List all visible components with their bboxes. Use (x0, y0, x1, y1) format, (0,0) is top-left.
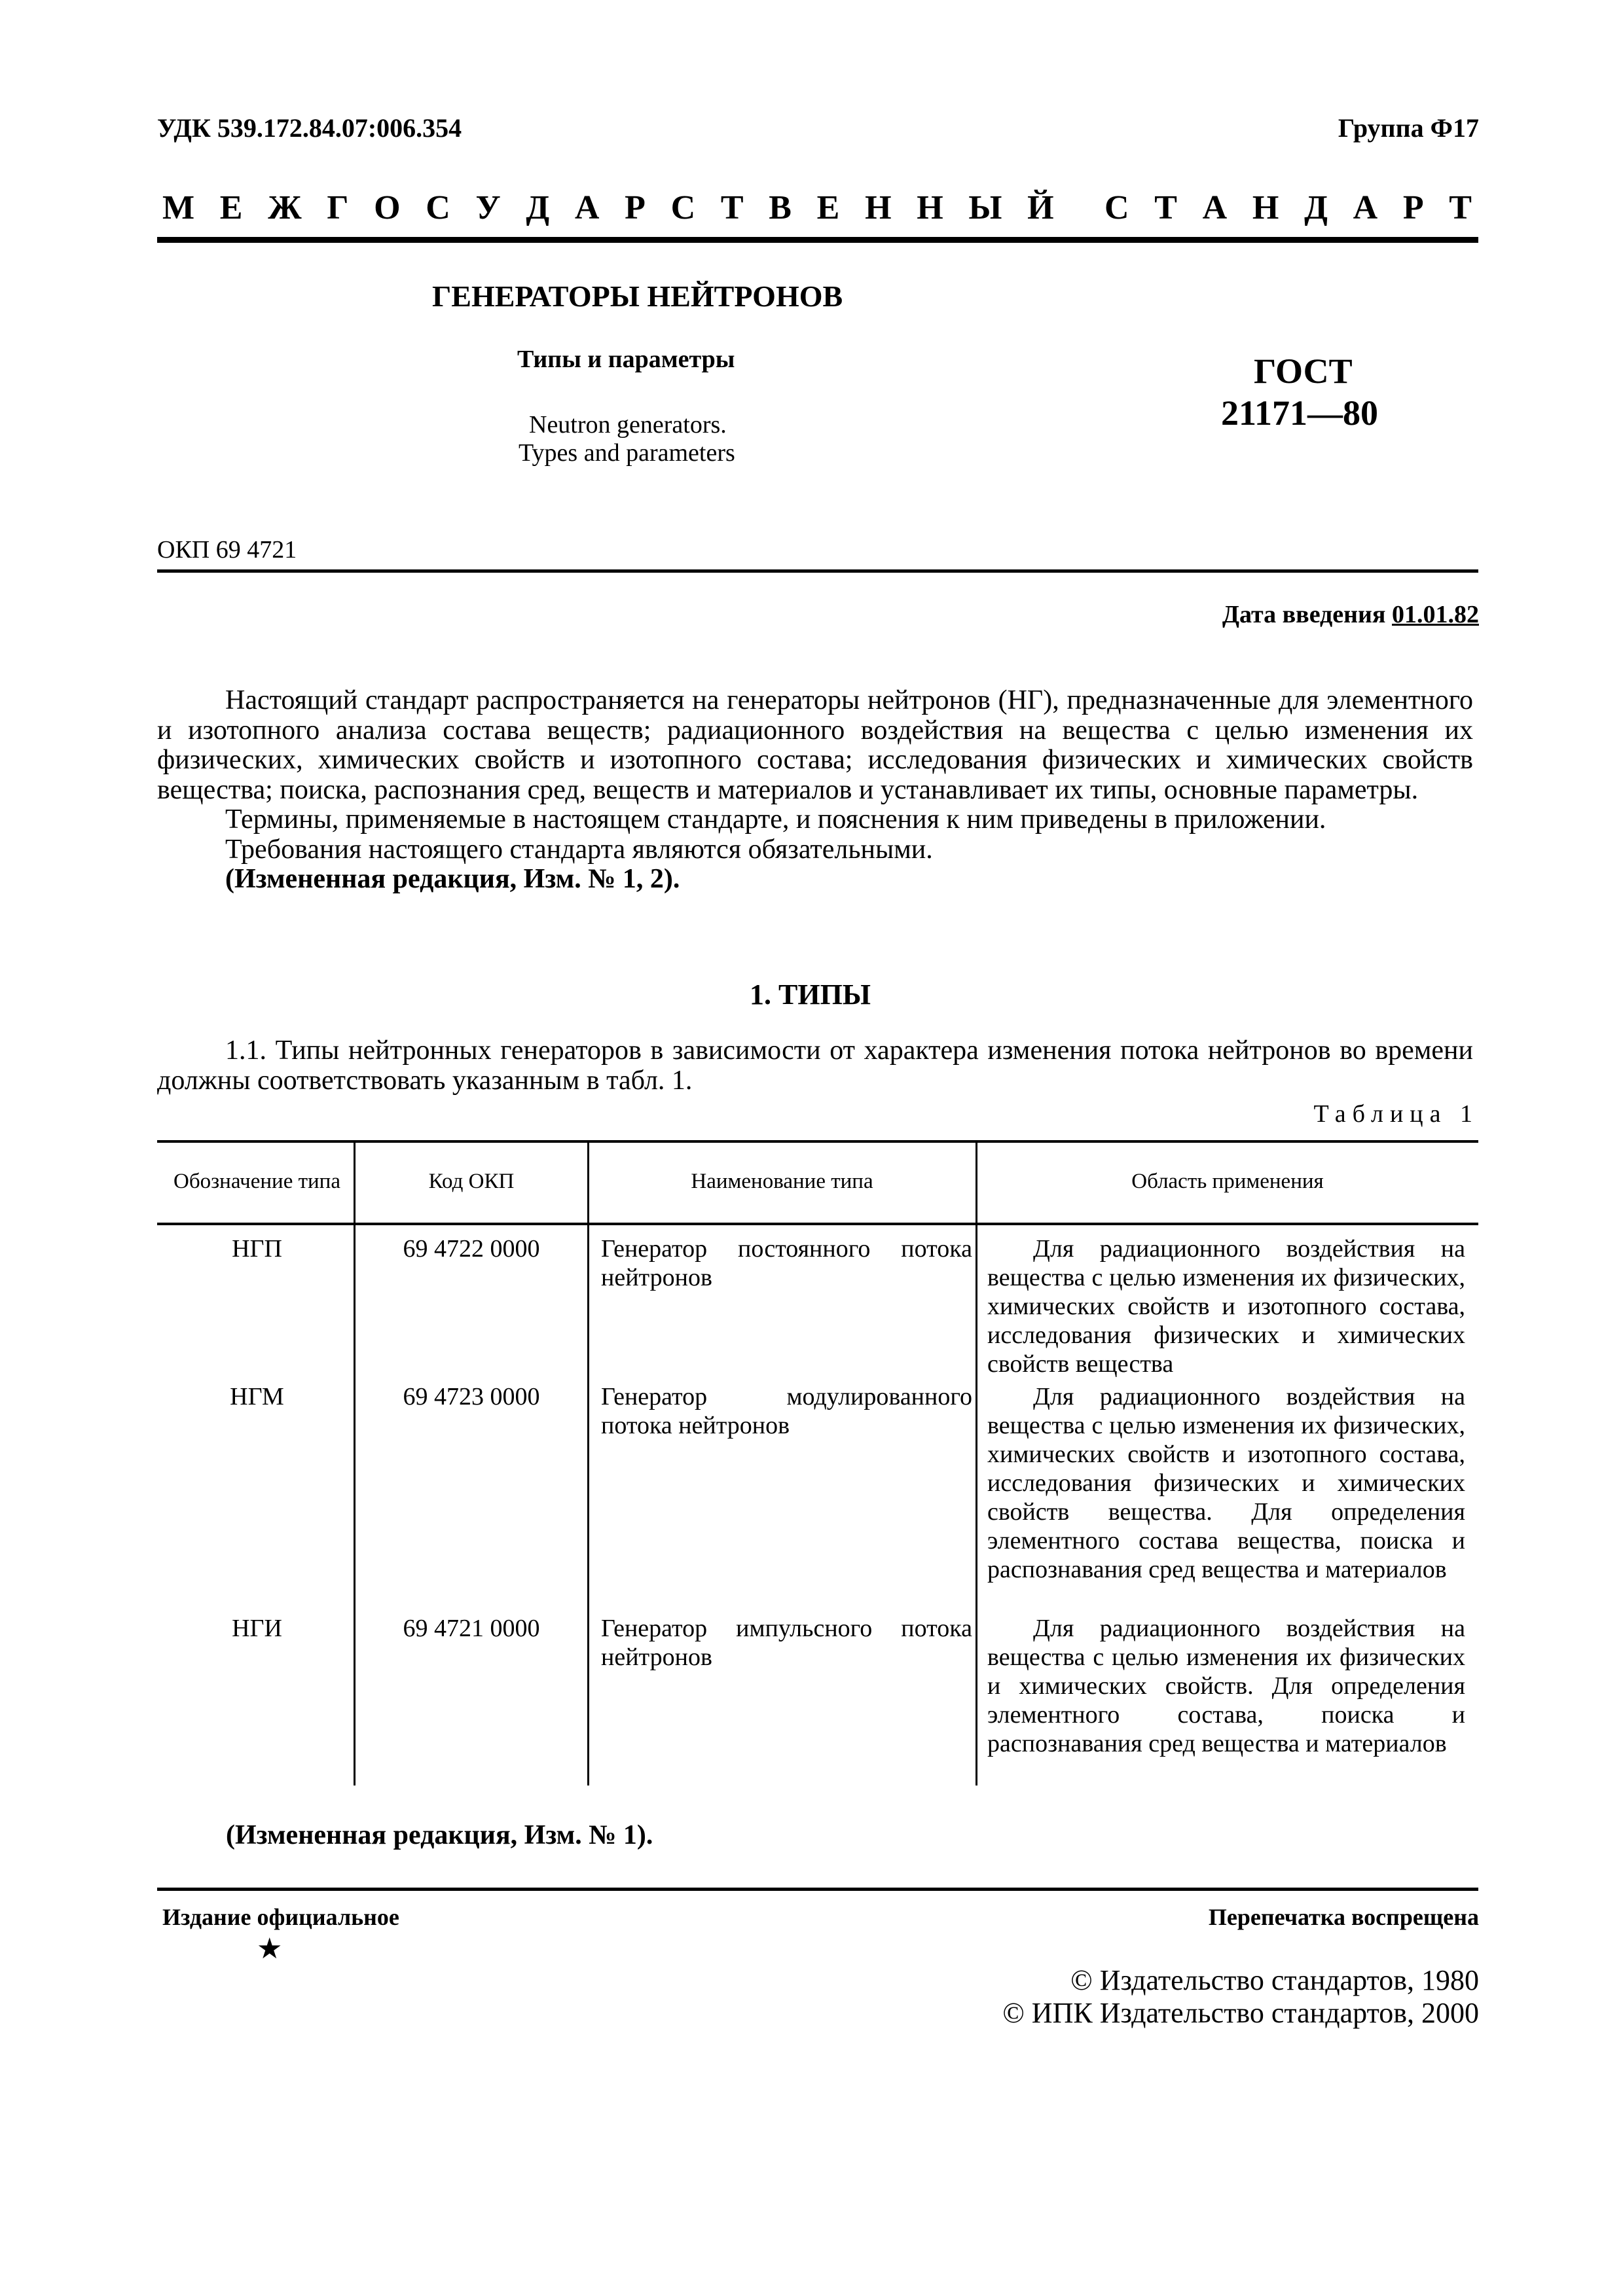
banner-letter: У (475, 189, 501, 226)
preamble-paragraph: Требования настоящего стандарта являются обязательными. (225, 834, 933, 865)
table-cell-application (987, 1382, 1465, 1584)
banner-letter: Т (1449, 189, 1472, 226)
table-cell-designation: НГИ (232, 1615, 282, 1642)
footer-divider (157, 1888, 1478, 1891)
table-cell-okp-code: 69 4723 0000 (403, 1383, 540, 1410)
application-text: Для радиационного воздействия на вещества с целью изменения их физических и химических свойств. Для определения элементного состава, поиска и распознавания сред вещества и материалов (987, 1615, 1465, 1757)
preamble-paragraph: Термины, применяемые в настоящем стандарте, и пояснения к ним приведены в приложении. (225, 804, 1326, 834)
gost-label: ГОСТ (1254, 351, 1353, 391)
udk-code: УДК 539.172.84.07:006.354 (157, 113, 462, 143)
table-cell-name: Генератор модулированного потока нейтронов (601, 1383, 972, 1439)
application-text: Для радиационного воздействия на вещества с целью изменения их физических, химических свойств и изотопного состава, исследования физических и химических свойств вещества. Для определения элементного состава вещества, поиска и распознавания сред вещества и материалов (987, 1383, 1465, 1583)
banner-letter: А (574, 189, 600, 226)
table-header-okp-code: Код ОКП (428, 1170, 515, 1193)
copyright-line: © ИПК Издательство стандартов, 2000 (1002, 1997, 1479, 2029)
banner-letter: М (162, 189, 195, 226)
official-edition: Издание официальное (162, 1904, 399, 1930)
reprint-prohibited: Перепечатка воспрещена (1208, 1904, 1479, 1930)
table-cell-okp-code: 69 4721 0000 (403, 1615, 540, 1642)
introduction-date-value: 01.01.82 (1392, 601, 1479, 628)
clause-text: 1.1. Типы нейтронных генераторов в зависимости от характера изменения потока нейтронов во времени должны соответствовать указанным в табл. 1. (157, 1035, 1473, 1096)
banner-letter: Р (625, 189, 646, 226)
banner-letter: Н (865, 189, 892, 226)
table-column-divider (587, 1140, 589, 1785)
table-header-designation: Обозначение типа (173, 1170, 340, 1193)
banner-letter: О (374, 189, 401, 226)
english-title-line1: Neutron generators. (529, 411, 727, 439)
banner-letter: Н (917, 189, 943, 226)
preamble-paragraph: Настоящий стандарт распространяется на генераторы нейтронов (НГ), предназначенные для элементного и изотопного анализа состава веществ; радиационного воздействия на вещества с целью изменения их физических, химических свойств и изотопного состава; исследования физических и химических свойств вещества; поиска, распознания сред, веществ и материалов и устанавливает их типы, основные параметры. (157, 685, 1473, 805)
banner-letter: Ы (968, 189, 1002, 226)
table-column-divider (976, 1140, 977, 1785)
banner-letter: С (670, 189, 696, 226)
banner-letter: Й (1027, 189, 1054, 226)
gost-number: 21171—80 (1221, 393, 1379, 433)
banner-letter: А (1202, 189, 1228, 226)
clause-1-1 (157, 1036, 1473, 1096)
banner-letter: С (426, 189, 450, 226)
table-header-application: Область применения (1131, 1170, 1324, 1193)
star-icon: ★ (257, 1933, 283, 1965)
banner-letter: Д (1304, 189, 1328, 226)
preamble-amendment: (Измененная редакция, Изм. № 1, 2). (225, 864, 680, 894)
document-title: ГЕНЕРАТОРЫ НЕЙТРОНОВ (432, 279, 843, 313)
banner-letter: С (1104, 189, 1129, 226)
section-heading: 1. ТИПЫ (750, 978, 871, 1011)
table-cell-name: Генератор постоянного потока нейтронов (601, 1235, 972, 1291)
table-column-divider (354, 1140, 356, 1785)
banner-letter: Ж (268, 189, 302, 226)
introduction-date (1222, 600, 1479, 629)
banner-letter: Р (1402, 189, 1424, 226)
banner-letter: Н (1252, 189, 1279, 226)
table-cell-application (987, 1234, 1465, 1378)
table-cell-designation: НГМ (230, 1383, 284, 1410)
english-title-line2: Types and parameters (519, 439, 735, 467)
okp-code: ОКП 69 4721 (157, 536, 297, 564)
interstate-standard-banner (162, 188, 1472, 227)
banner-letter: Е (219, 189, 243, 226)
banner-letter: Г (327, 189, 349, 226)
banner-letter: Т (720, 189, 744, 226)
document-subtitle: Типы и параметры (517, 346, 735, 373)
banner-letter: Т (1154, 189, 1177, 226)
copyright-line: © Издательство стандартов, 1980 (1070, 1964, 1479, 1996)
application-text: Для радиационного воздействия на вещества с целью изменения их физических, химических свойств и изотопного состава, исследования физических и химических свойств вещества (987, 1235, 1465, 1378)
banner-letter: Е (816, 189, 840, 226)
group-code: Группа Ф17 (1338, 113, 1479, 143)
table-cell-name: Генератор импульсного потока нейтронов (601, 1615, 972, 1671)
introduction-date-label: Дата введения (1222, 601, 1386, 628)
table-cell-application (987, 1614, 1465, 1758)
table-cell-designation: НГП (232, 1235, 282, 1263)
okp-divider (157, 569, 1478, 573)
preamble (157, 686, 1473, 895)
header-divider (157, 237, 1478, 243)
table-amendment-note: (Измененная редакция, Изм. № 1). (226, 1820, 653, 1850)
table-cell-okp-code: 69 4722 0000 (403, 1235, 540, 1263)
banner-letter: В (769, 189, 792, 226)
banner-letter: Д (526, 189, 550, 226)
table-label: Таблица 1 (1313, 1100, 1479, 1128)
table-header-name: Наименование типа (691, 1170, 873, 1193)
banner-letter: А (1353, 189, 1378, 226)
